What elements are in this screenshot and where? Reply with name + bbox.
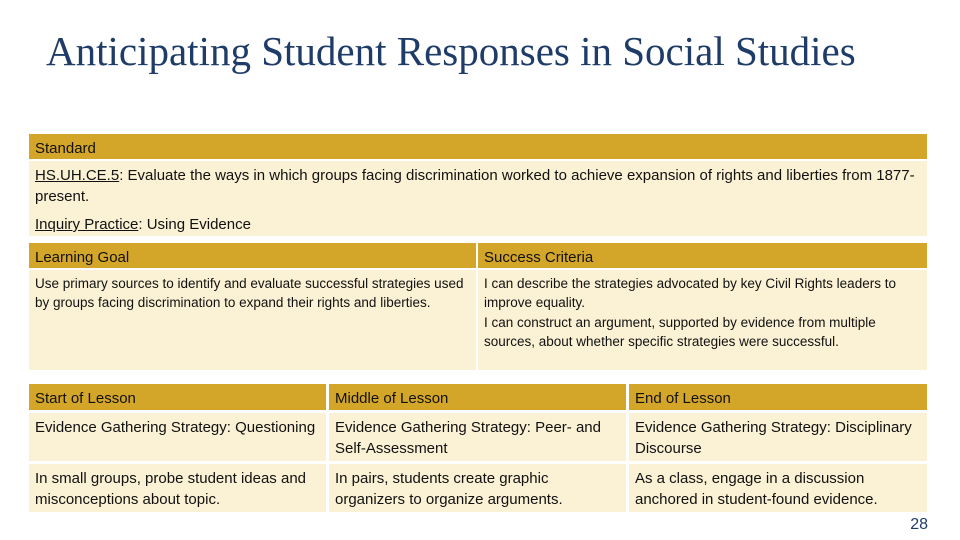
end-of-lesson-header: End of Lesson [629,384,927,410]
middle-activity-cell: In pairs, students create graphic organizers to organize arguments. [329,464,626,512]
learning-goal-cell [29,270,476,370]
page-number: 28 [910,516,928,533]
standard-cell [29,161,927,236]
end-strategy-cell: Evidence Gathering Strategy: Disciplinary Discourse [629,413,927,461]
learning-goal-header: Learning Goal [29,243,476,268]
inquiry-practice-label: Inquiry Practice [35,216,139,233]
learning-goal-text: Use primary sources to identify and evaluate successful strategies used by groups facing discrimination to expand their rights and liberties. [35,276,464,311]
inquiry-practice-text: : Using Evidence [138,216,251,233]
start-activity-cell: In small groups, probe student ideas and misconceptions about topic. [29,464,326,512]
start-strategy-cell: Evidence Gathering Strategy: Questioning [29,413,326,461]
success-criteria-cell [478,270,927,370]
standard-header: Standard [29,134,927,159]
standard-code: HS.UH.CE.5 [35,167,120,184]
slide-title: Anticipating Student Responses in Social Studies [46,28,856,74]
end-activity-cell: As a class, engage in a discussion anchored in student-found evidence. [629,464,927,512]
start-of-lesson-header: Start of Lesson [29,384,326,410]
middle-of-lesson-header: Middle of Lesson [329,384,626,410]
success-criterion-2: I can construct an argument, supported by evidence from multiple sources, about whether specific strategies were successful. [484,314,876,349]
success-criteria-header: Success Criteria [478,243,927,268]
standard-text: : Evaluate the ways in which groups facing discrimination worked to achieve expansion of rights and liberties from 1877-present. [35,167,915,205]
middle-strategy-cell: Evidence Gathering Strategy: Peer- and Self-Assessment [329,413,626,461]
success-criterion-1: I can describe the strategies advocated by key Civil Rights leaders to improve equality. [484,276,896,311]
